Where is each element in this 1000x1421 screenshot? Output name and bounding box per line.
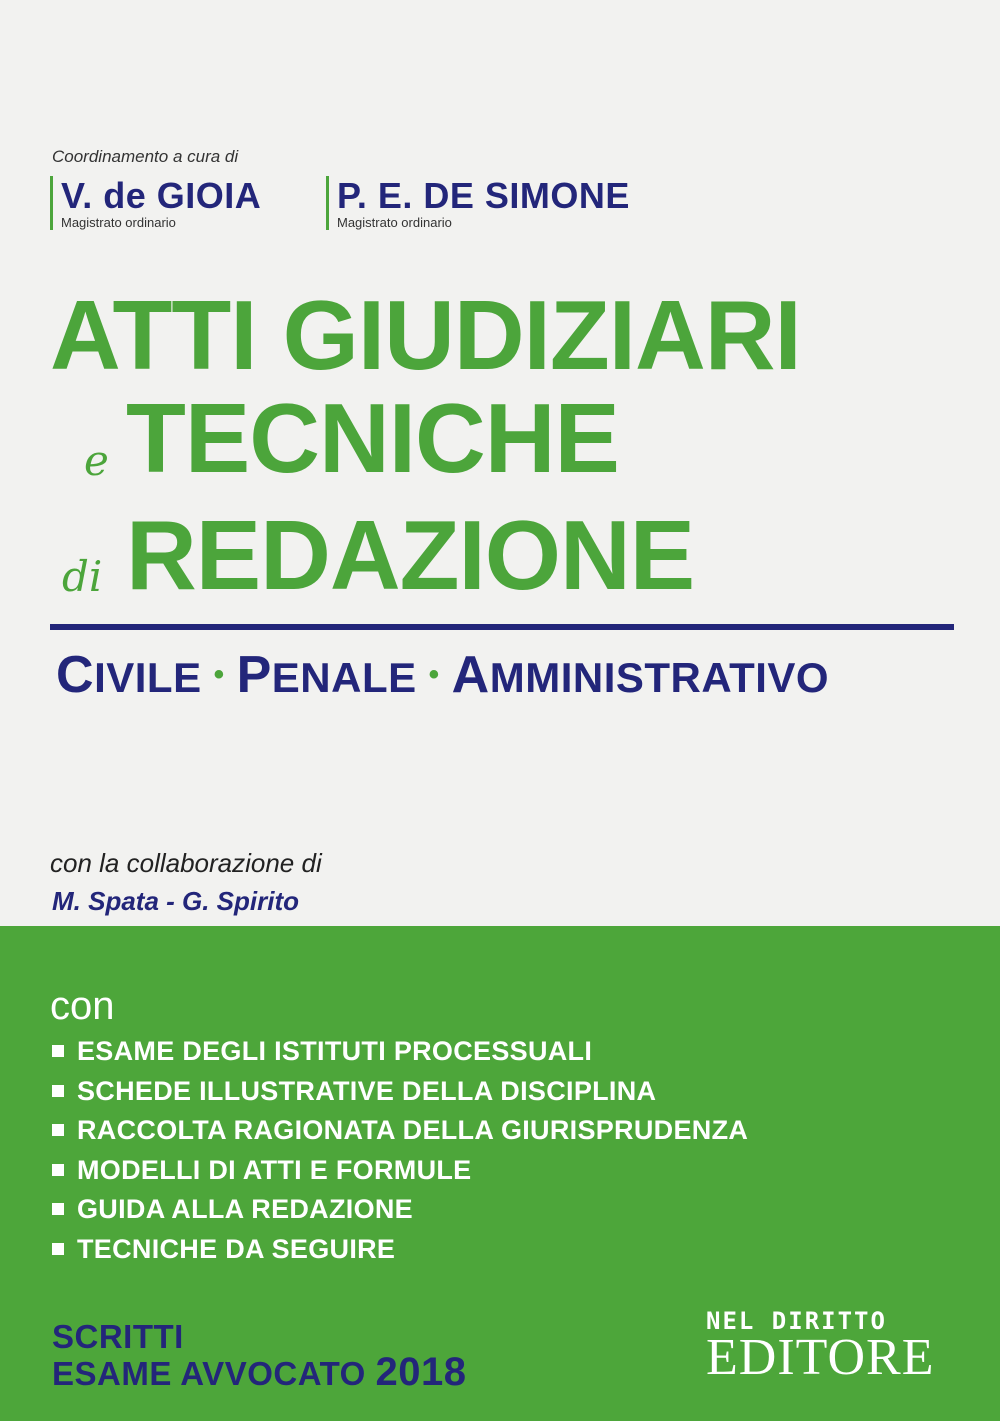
subjects-line [56,645,829,705]
title-connector-di: di [62,552,103,601]
subject-penale: PENALE [236,646,417,704]
author-block-2 [326,176,630,230]
feature-item: MODELLI DI ATTI E FORMULE [52,1151,748,1191]
publisher-top-text: NEL DIRITTO [706,1307,887,1335]
exam-line-1: SCRITTI [52,1318,184,1355]
square-bullet-icon [52,1045,64,1057]
features-list [52,1032,748,1269]
feature-item: RACCOLTA RAGIONATA DELLA GIURISPRUDENZA [52,1111,748,1151]
square-bullet-icon [52,1085,64,1097]
feature-item: SCHEDE ILLUSTRATIVE DELLA DISCIPLINA [52,1072,748,1112]
square-bullet-icon [52,1243,64,1255]
feature-item: ESAME DEGLI ISTITUTI PROCESSUALI [52,1032,748,1072]
square-bullet-icon [52,1124,64,1136]
title-line-1: ATTI GIUDIZIARI [50,280,801,390]
subject-amministrativo: AMMINISTRATIVO [451,646,830,704]
separator-dot: • [428,658,440,691]
author-name: P. E. DE SIMONE [337,175,630,216]
title-divider [50,624,954,630]
author-role: Magistrato ordinario [61,215,176,230]
publisher-logo [706,1308,962,1386]
title-line-3: REDAZIONE [126,500,695,610]
publisher-bottom-text: EDITORE [706,1329,935,1386]
exam-label [52,1320,466,1392]
author-role: Magistrato ordinario [337,215,452,230]
author-block-1 [50,176,261,230]
features-intro: con [50,984,115,1028]
exam-year: 2018 [375,1350,467,1394]
collaboration-names: M. Spata - G. Spirito [52,886,300,916]
square-bullet-icon [52,1164,64,1176]
title-line-2: TECNICHE [126,383,619,493]
square-bullet-icon [52,1203,64,1215]
exam-line-2: ESAME AVVOCATO 2018 [52,1350,467,1394]
separator-dot: • [213,658,225,691]
feature-item: GUIDA ALLA REDAZIONE [52,1190,748,1230]
feature-item: TECNICHE DA SEGUIRE [52,1230,748,1270]
collaboration-label: con la collaborazione di [50,848,322,878]
author-name: V. de GIOIA [61,175,262,216]
subject-civile: CIVILE [56,646,202,704]
coordination-label: Coordinamento a cura di [52,147,239,166]
title-connector-e: e [84,436,109,485]
